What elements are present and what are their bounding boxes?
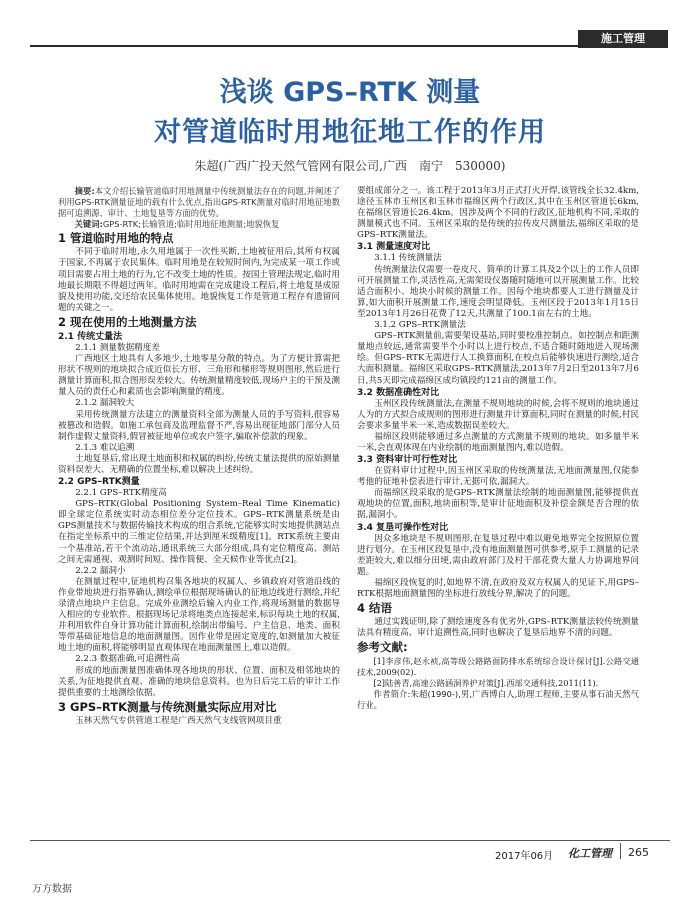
subsubsection-heading: 2.1.1 测量数据精度差 xyxy=(75,342,160,353)
footer-divider xyxy=(620,843,621,859)
database-watermark: 万方数据 xyxy=(32,884,72,895)
subsubsection-heading: 2.2.3 数据准确,可追溯性高 xyxy=(75,654,180,665)
section-tag: 施工管理 xyxy=(578,30,668,48)
subsection-heading: 3.4 复垦可操作性对比 xyxy=(357,522,449,533)
subsubsection-heading: 2.2.2 漏洞小 xyxy=(75,565,126,576)
article-title-line2: 对管道临时用地征地工作的作用 xyxy=(154,117,546,148)
top-rule xyxy=(30,45,578,47)
subsubsection-heading: 2.1.2 漏洞较大 xyxy=(75,398,135,409)
paragraph: 通过实践证明,除了测绘速度各有优劣外,GPS–RTK测量法较传统测量法具有精度高、审计追溯性高,同时也解决了复垦后地界不清的问题。 xyxy=(357,617,639,639)
left-column xyxy=(58,186,340,727)
references-heading: 参考文献: xyxy=(357,640,408,655)
journal-name: 化工管理 xyxy=(568,847,612,860)
keywords xyxy=(58,219,340,230)
reference-item: [1]李彦伟,赵永祯,高等级公路路面防排水系统综合设计探讨[J].公路交通技术,2009(02). xyxy=(357,656,639,678)
paragraph: 而福绵区段采取的是GPS–RTK测量法绘制的地面测量图,能够提供直观地块的位置,面积,地块面积等,是审计征地面积及补偿金额是否合理的依据,漏洞小。 xyxy=(357,488,639,521)
subsection-heading: 2.2 GPS–RTK测量 xyxy=(58,477,140,488)
page-number: 265 xyxy=(628,846,649,859)
subsubsection-heading: 3.1.2 GPS–RTK测量法 xyxy=(374,320,466,331)
author-bio: 作者简介:朱超(1990-),男,广西博白人,助理工程师,主要从事石油天然气行业。 xyxy=(357,689,639,711)
reference-item: [2]陆善青,高速公路涵洞养护对策[J].西部交通科技,2011(11). xyxy=(373,678,599,689)
subsection-heading: 2.1 传统丈量法 xyxy=(58,331,123,342)
subsection-heading: 3.3 资料审计可行性对比 xyxy=(357,455,458,466)
paragraph: GPS–RTK测量前,需要架设基站,同时要校准控制点。如控制点和距测量地点较远,通常需要半个小时以上进行校点,不适合随时随地进入现场测绘。但GPS–RTK无需进行人工换算面积,在校点后能够快速进行测绘,适合大面积测量。福绵区采取GPS–RTK测量法,2013年7月2日至2013年7月6日,共5天即完成福绵区成均镇段约121亩的测量工作。 xyxy=(357,331,639,386)
paragraph: 福绵区段恢复的时,如地界不清,在政府及双方权属人的见证下,用GPS–RTK根据地面测量图的坐标进行放线分界,解决了的问题。 xyxy=(357,577,639,599)
paragraph: 传统测量法仅需要一卷皮尺、简单的计算工具及2个以上的工作人员即可开展测量工作,灵活性高,无需架设仪器随时随地可以开展测量工作。比较适合面积小、地块小时候的测量工作。因每个地块都要人工进行测量及计算,如大面积开展测量工作,速度会明显降低。玉州区段于2013年1月15日至2013年1月26日花费了12天,共测量了100.1亩左右的土地。 xyxy=(357,264,639,319)
paragraph: 玉州区段传统测量法,在测量不规则地块的时候,会将不规则的地块通过人为的方式拟合成规则的图形进行测量并计算面积,同时在测量的时候,村民会要求多量半米一米,造成数据误差较大。 xyxy=(357,398,639,431)
subsection-heading: 3.2 数据准确性对比 xyxy=(357,387,440,398)
section-heading: 1 管道临时用地的特点 xyxy=(58,231,174,246)
right-column xyxy=(357,186,639,711)
paragraph: 要组成部分之一。该工程于2013年3月正式打火开焊,该管线全长32.4km,途径玉林市玉州区和玉林市福绵区两个行政区,其中在玉州区管道长6km,在福绵区管道长26.4km。因涉及两个不同的行政区,征地机构不同,采取的测量模式也不同。玉州区采取的是传统的拉传皮尺测量法,福绵区采取的是GPS–RTK测量法。 xyxy=(357,186,639,241)
paragraph: 玉林天然气专供管道工程是广西天然气支线管网项目重 xyxy=(75,715,282,726)
keywords-text: GPS-RTK;长输管道;临时用地征地测量;地貌恢复 xyxy=(102,219,280,230)
paragraph: GPS–RTK(Global Positioning System–Real Time Kinematic)即全球定位系统实时动态相位差分定位技术。GPS–RTK测量系统是由GPS测量技术与数据传输技术构成的组合系统,它能够实时实地提供测站点在指定坐标系中的三维定位结果,并达到厘米级精度[1]。RTK系统主要由一个基准站,若干个流动站,通讯系统三大部分组成,具有定位精度高、测站之间无需通视、观测时间短、操作简便、全天候作业等优点[2]。 xyxy=(58,499,340,565)
paragraph: 在测量过程中,征地机构召集各地块的权属人、乡镇政府对管道沿线的作业带地块进行指界确认,测绘单位根据现场确认的征地边线进行测绘,并纪录清点地块户主信息。完成外业测绘后输入内业工作,将现场测量的数据导入相应的专业软件。根据现场记录将地类点连接起来,标识每块土地的权属,并利用软件自身计算功能计算面积,绘制出带编号、户主信息、地类、面积等带基础征地信息的地面测量图。因作业带是固定宽度的,如测量加大被征地土地的面积,将能够明显直观体现在地面测量图上,难以造假。 xyxy=(58,576,340,654)
paragraph: 福绵区段则能够通过多点测量的方式测量不规则的地块。如多量半米一米,会直观体现在内业绘制的地面测量图内,难以造假。 xyxy=(357,431,639,453)
paragraph: 广西地区土地具有人多地少,土地零星分散的特点。为了方便计算需把形状不规则的地块拟合成近似长方形、三角形和梯形等规则图形,然后进行测量计算面积,拟合图形误差较大。传统测量精度较低,现场户主的干预及测量人员的责任心和素质也会影响测量的精度。 xyxy=(58,354,340,398)
subsubsection-heading: 2.1.3 难以追溯 xyxy=(75,442,135,453)
paragraph: 不同于临时用地,永久用地属于一次性买断,土地被征用后,其所有权属于国家,不再属于农民集体。临时用地是在较短时间内,为完成某一项工作或项目需要占用土地的行为,它不改变土地的性质。按国土管理法规定,临时用地最长期限不得超过两年。临时用地需在完成建设工程后,将土地复垦成原貌及使用功能,交还给农民集体使用。地貌恢复工作是管道工程存有遗留问题的关键之一。 xyxy=(58,247,340,313)
paragraph: 在资料审计过程中,因玉州区采取的传统测量法,无地面测量图,仅能参考他的征地补偿表进行审计,无据可依,漏洞大。 xyxy=(357,466,639,488)
footer-date: 2017年06月 xyxy=(495,851,554,862)
paragraph: 因众多地块是不规则图形,在复垦过程中难以避免地界完全按照原位置进行划分。在玉州区段复垦中,没有地面测量图可供参考,原手工测量的记录差距较大,难以细分田埂,需由政府部门及村干部花费大量人力协调地界问题。 xyxy=(357,533,639,577)
paragraph: 土地复垦后,常出现土地面积和权属的纠纷,传统丈量法提供的原始测量资料误差大、无精确的位置坐标,难以解决上述纠纷。 xyxy=(58,453,340,475)
subsubsection-heading: 2.2.1 GPS–RTK精度高 xyxy=(75,488,167,499)
abstract xyxy=(58,186,340,219)
subsubsection-heading: 3.1.1 传统测量法 xyxy=(374,253,442,264)
abstract-text: 本文介绍长输管道临时用地测量中传统测量法存在的问题,并阐述了利用GPS-RTK测量征地的载有什么优点,指出GPS-RTK测量对临时用地征地数据可追溯源、审计、土地复垦等方面的优势。 xyxy=(58,186,341,219)
article-title-line1: 浅谈 GPS–RTK 测量 xyxy=(219,77,481,108)
subsection-heading: 3.1 测量速度对比 xyxy=(357,242,431,253)
author-byline: 朱超(广西广投天然气管网有限公司,广西 南宁 530000) xyxy=(194,159,506,173)
keywords-label: 关键词: xyxy=(74,219,103,230)
section-heading: 2 现在使用的土地测量方法 xyxy=(58,314,197,329)
section-heading: 4 结语 xyxy=(357,601,393,616)
footer-rule xyxy=(30,840,670,841)
abstract-label: 摘要: xyxy=(74,186,95,196)
section-heading: 3 GPS–RTK测量与传统测量实际应用对比 xyxy=(58,699,277,714)
paragraph: 采用传统测量方法建立的测量资料全部为测量人员的手写资料,很容易被篡改和造假。如施工承包商及监理监督不严,容易出现征地部门部分人员制作虚假丈量资料,假冒被征地单位或农户签字,骗取补偿款的现象。 xyxy=(58,409,340,442)
paragraph: 形成的地面测量图准确体现各地块的形状、位置、面积及相邻地块的关系,为征地提供直观、准确的地块信息资料。也为日后完工后的审计工作提供重要的土地测绘依据。 xyxy=(58,665,340,698)
